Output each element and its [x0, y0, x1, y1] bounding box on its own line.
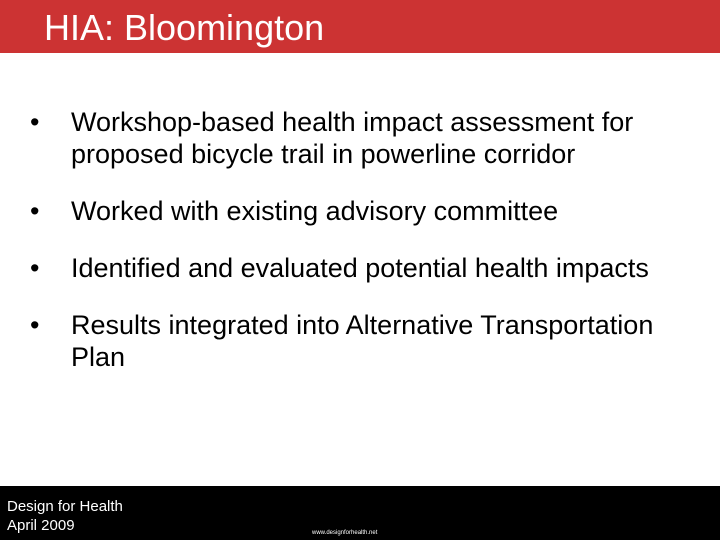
title-bar — [0, 0, 720, 53]
bullet-marker: • — [30, 107, 40, 137]
bullet-text: Results integrated into Alternative Transportation Plan — [71, 310, 654, 372]
bullet-marker: • — [30, 310, 40, 340]
bullet-marker: • — [30, 253, 40, 283]
bullet-text: Worked with existing advisory committee — [71, 196, 559, 226]
bullet-item — [30, 106, 690, 170]
bullet-list — [30, 106, 690, 398]
bullet-item — [30, 252, 690, 284]
footer-date: April 2009 — [7, 517, 75, 534]
bullet-item — [30, 195, 690, 227]
footer-org: Design for Health — [7, 498, 123, 515]
bullet-item — [30, 309, 690, 373]
bullet-text: Workshop-based health impact assessment for proposed bicycle trail in powerline corridor — [71, 107, 634, 169]
footer-credit — [7, 497, 123, 535]
bullet-text: Identified and evaluated potential health impacts — [71, 253, 649, 283]
bullet-marker: • — [30, 196, 40, 226]
slide-title: HIA: Bloomington — [44, 7, 325, 48]
footer-url: www.designforhealth.net — [312, 530, 378, 536]
footer-bar — [0, 486, 720, 540]
